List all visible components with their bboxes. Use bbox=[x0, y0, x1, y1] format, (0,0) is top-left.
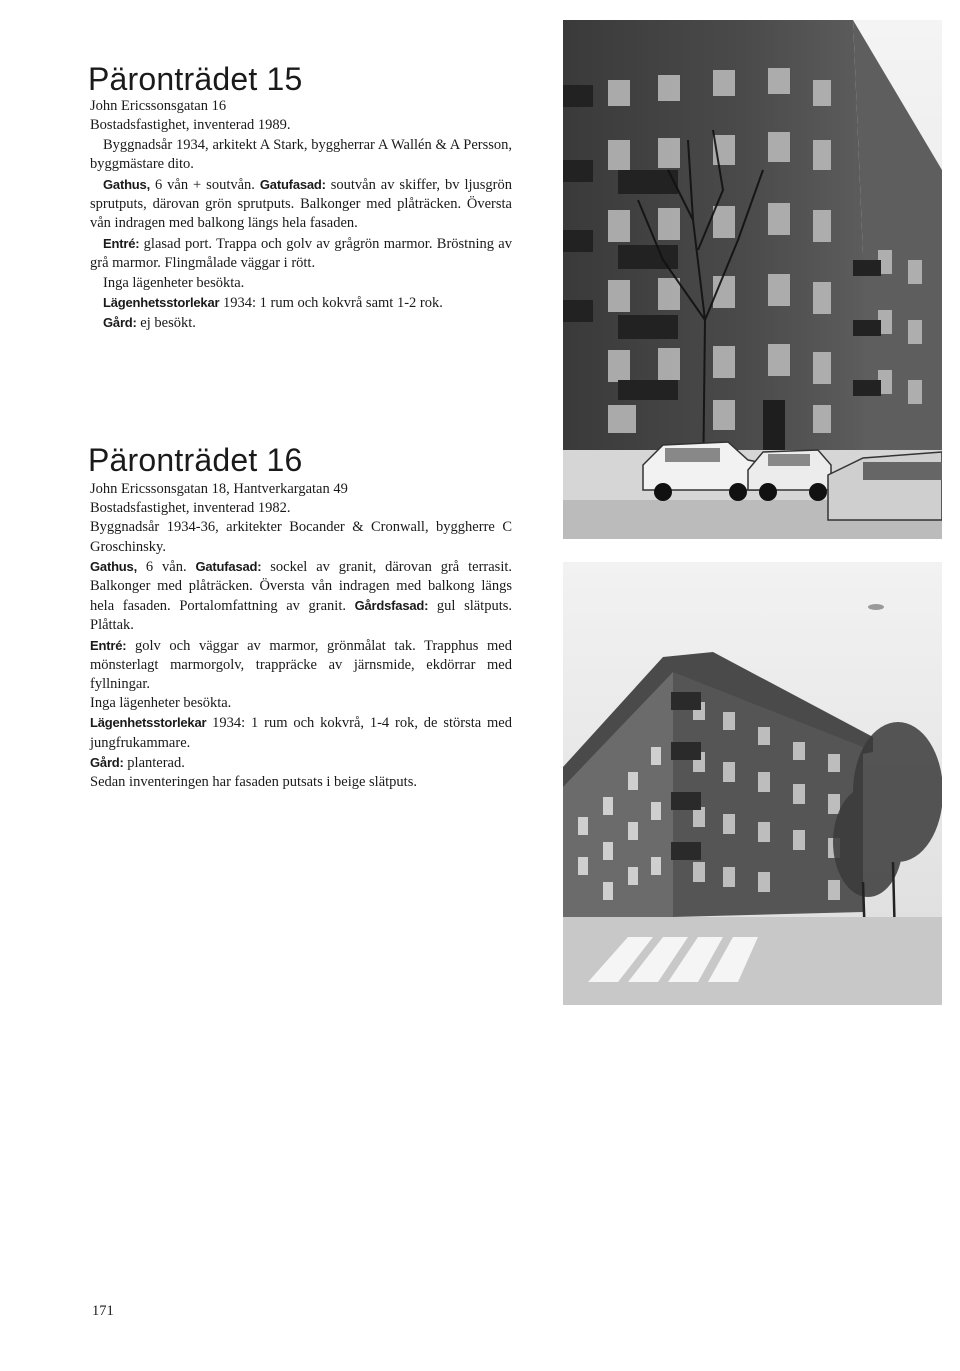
section-paronstradet-15 bbox=[90, 62, 512, 334]
page-number: 171 bbox=[92, 1303, 114, 1319]
gardsfasad-text: gul slätputs. Plåttak. bbox=[90, 598, 513, 634]
apartment-sizes bbox=[90, 713, 512, 752]
gatufasad-label: Gatufasad: bbox=[259, 176, 326, 192]
entre-text: golv och väggar av marmor, grönmålat tak. Trapphus med mönsterlagt marmorgolv, trappräcke av järnsmide, ekdörrar med fyllningar. bbox=[90, 637, 512, 693]
inventory-line: Bostadsfastighet, inventerad 1989. bbox=[90, 117, 291, 134]
gathus-text: 6 vån. bbox=[137, 558, 196, 575]
apartment-sizes bbox=[90, 293, 512, 313]
visited-note: Inga lägenheter besökta. bbox=[90, 695, 232, 712]
facade-illustration bbox=[563, 20, 942, 539]
address: John Ericssonsgatan 18, Hantverkargatan 49 bbox=[90, 481, 348, 497]
sizes-label: Lägenhetsstorlekar bbox=[103, 295, 220, 311]
facade-description bbox=[90, 557, 512, 636]
gatufasad-text: soutvån av skiffer, bv ljusgrön sprutputs, därovan grön sprutputs. Balkonger med plåträcken. Översta vån indragen med balkong längs hela fasaden. bbox=[90, 176, 512, 232]
sizes-text: 1934: 1 rum och kokvrå samt 1-2 rok. bbox=[219, 295, 443, 312]
entrance-description bbox=[90, 636, 512, 695]
construction-info: Byggnadsår 1934, arkitekt A Stark, byggherrar A Wallén & A Persson, byggmästare dito. bbox=[90, 136, 512, 173]
section-title: Päronträdet 16 bbox=[88, 442, 303, 478]
facade-description bbox=[90, 175, 512, 234]
gard-label: Gård: bbox=[90, 754, 124, 770]
courtyard bbox=[90, 313, 512, 333]
entrance-description bbox=[90, 234, 512, 274]
gatufasad-label: Gatufasad: bbox=[195, 558, 262, 574]
address: John Ericssonsgatan 16 bbox=[90, 98, 227, 114]
gard-text: planterad. bbox=[123, 754, 185, 771]
section-paronstradet-16 bbox=[90, 443, 512, 792]
building-photo-paronstradet-16 bbox=[563, 562, 942, 1005]
corner-building-illustration bbox=[563, 562, 942, 1005]
visited-note: Inga lägenheter besökta. bbox=[103, 274, 245, 291]
section-title: Päronträdet 15 bbox=[88, 61, 303, 97]
gard-label: Gård: bbox=[103, 315, 137, 331]
construction-info: Byggnadsår 1934-36, arkitekter Bocander & Cronwall, byggherre C Groschinsky. bbox=[90, 519, 512, 555]
entre-label: Entré: bbox=[103, 235, 140, 251]
gathus-text: 6 vån + soutvån. bbox=[150, 176, 260, 193]
courtyard bbox=[90, 753, 512, 773]
sizes-text: 1934: 1 rum och kokvrå, 1-4 rok, de största med jungfrukammare. bbox=[90, 715, 512, 751]
gatufasad-text: sockel av granit, därovan grå terrasit. Balkonger med plåträcken. Översta vån indragen med balkong längs hela fasaden. Portalomfattning av granit. bbox=[90, 558, 512, 615]
building-photo-paronstradet-15 bbox=[563, 20, 942, 539]
sizes-label: Lägenhetsstorlekar bbox=[90, 715, 207, 731]
gard-text: ej besökt. bbox=[136, 315, 196, 332]
renovation-note: Sedan inventeringen har fasaden putsats i beige slätputs. bbox=[90, 774, 417, 791]
gathus-label: Gathus, bbox=[103, 176, 150, 192]
gathus-label: Gathus, bbox=[90, 558, 137, 574]
gardsfasad-label: Gårdsfasad: bbox=[354, 598, 429, 614]
entre-label: Entré: bbox=[90, 637, 127, 653]
entre-text: glasad port. Trappa och golv av grågrön marmor. Bröstning av grå marmor. Flingmålade väggar i rött. bbox=[90, 235, 512, 272]
inventory-line: Bostadsfastighet, inventerad 1982. bbox=[90, 500, 291, 517]
